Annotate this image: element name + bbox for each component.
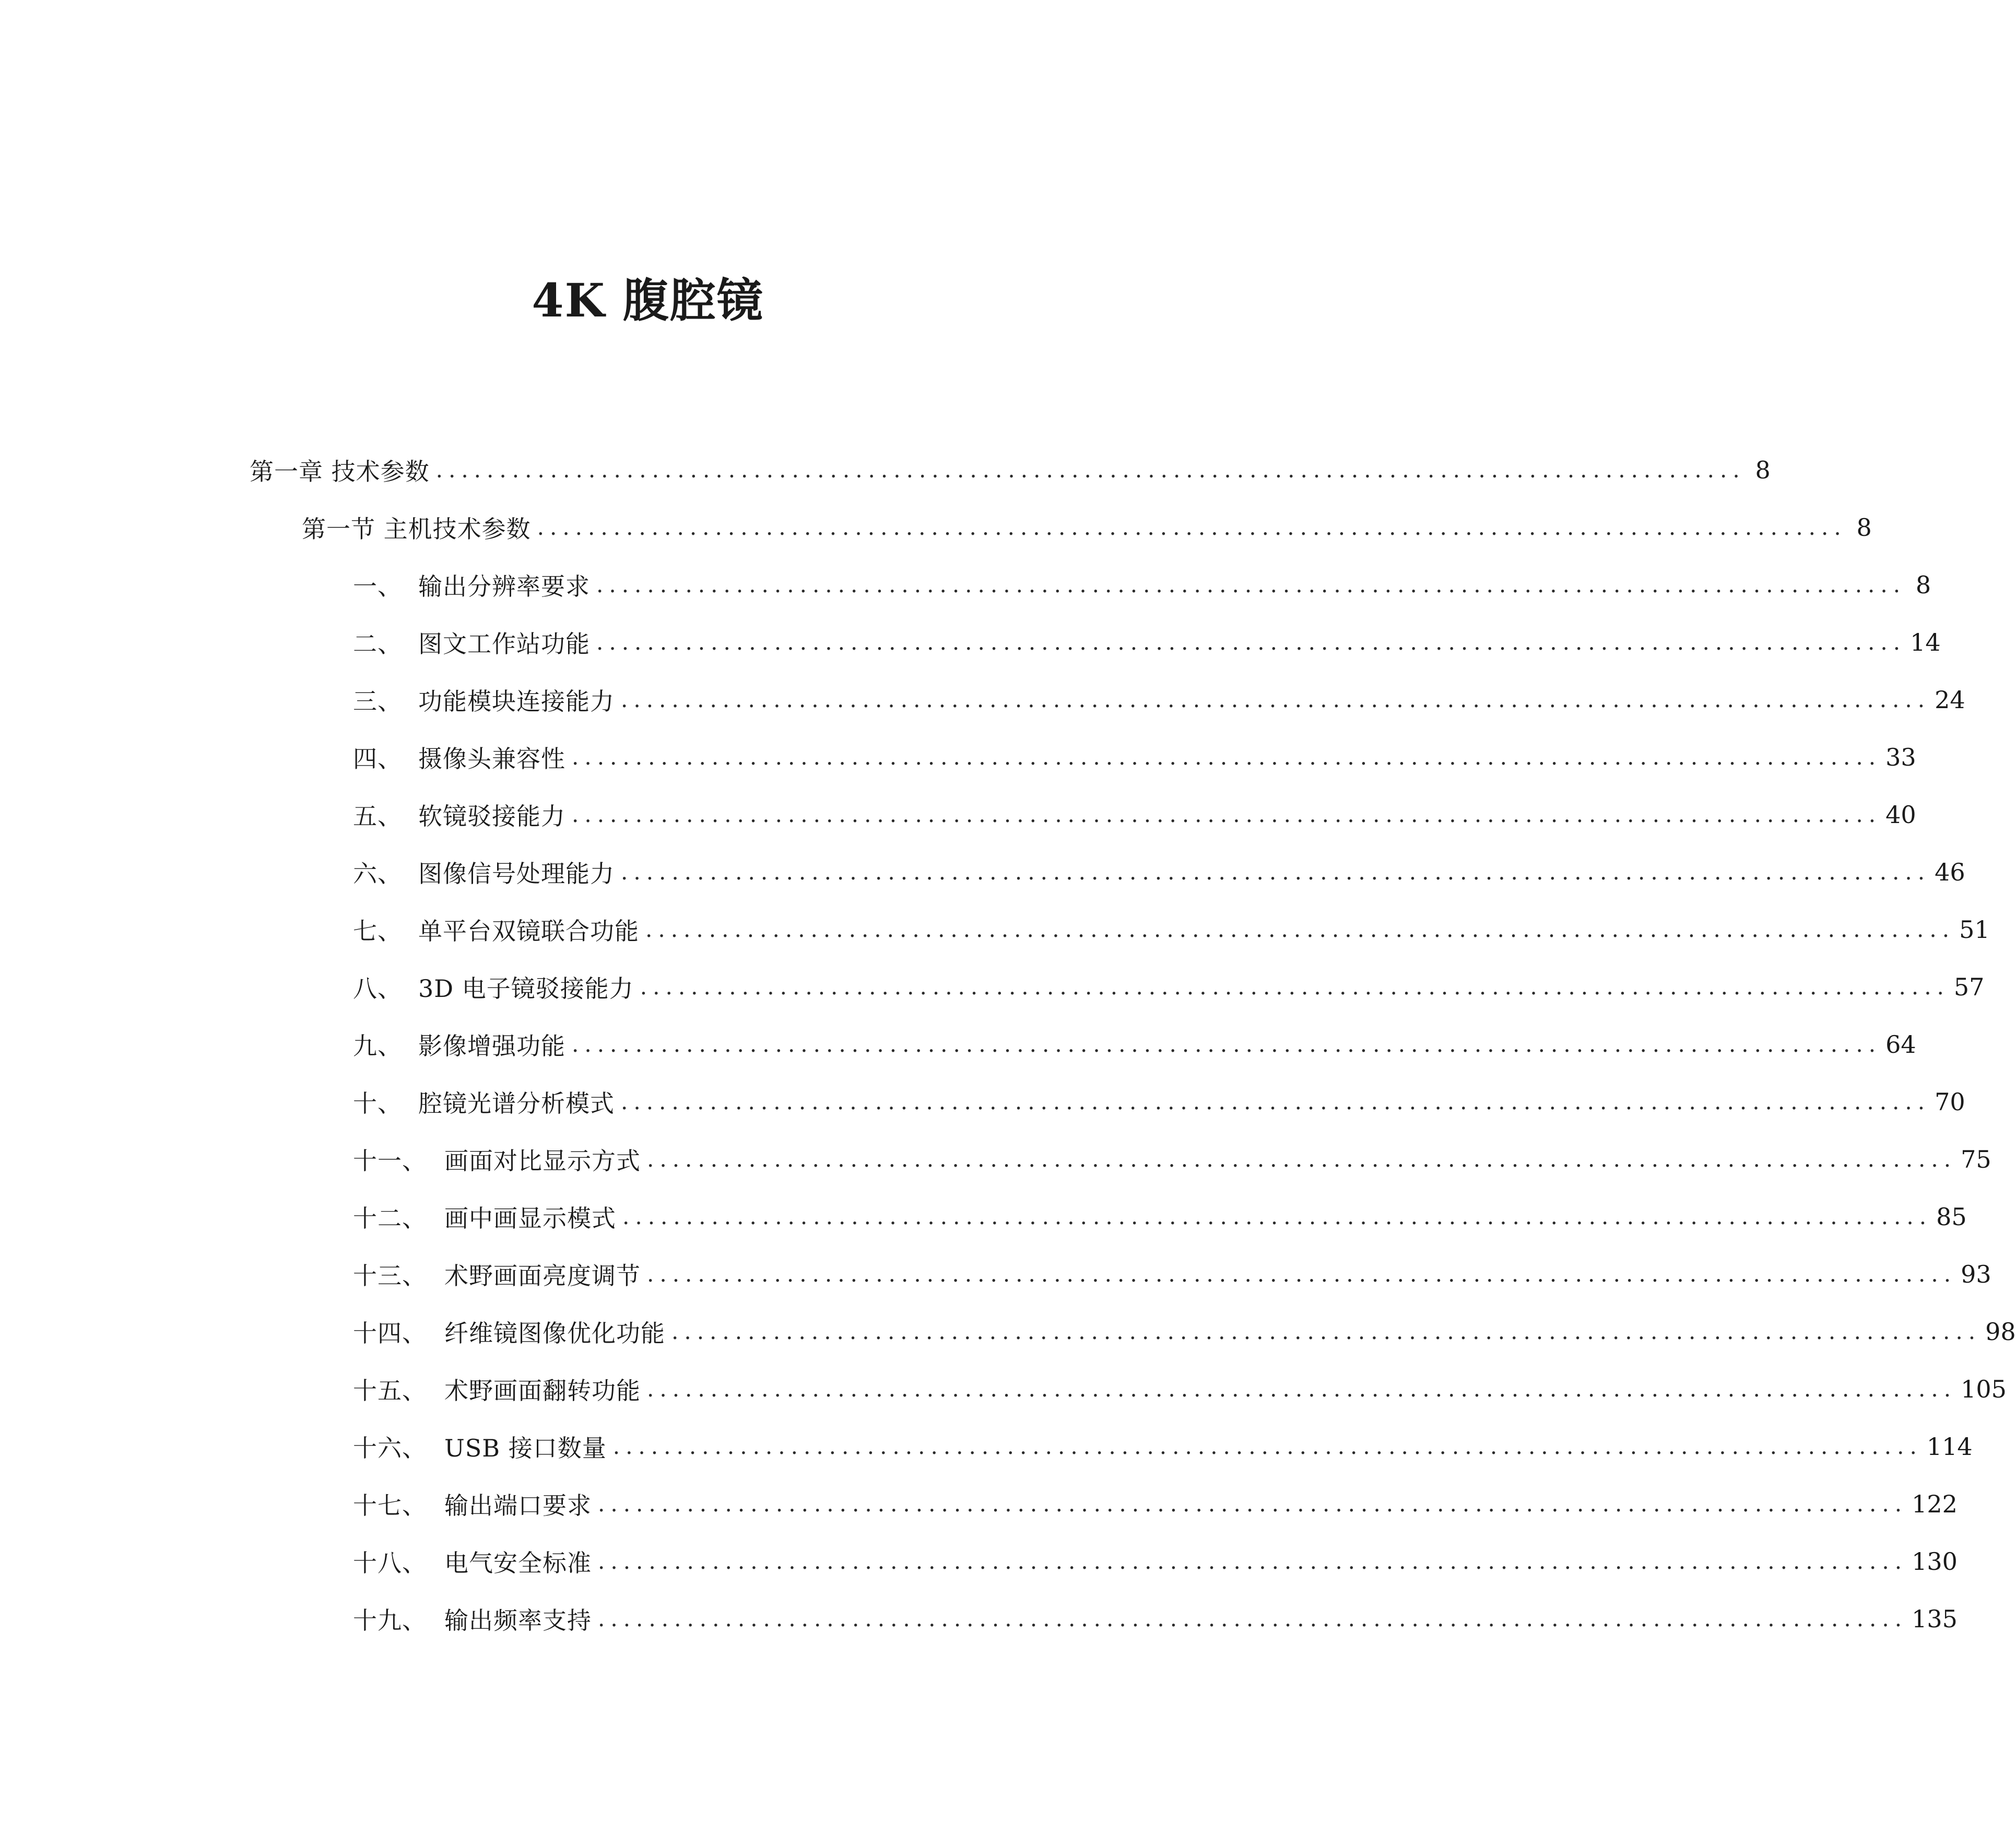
- toc-entry-page: 130: [1912, 1547, 1958, 1576]
- toc-entry-number: 十八、: [353, 1549, 427, 1577]
- toc-entry-label: [353, 912, 639, 947]
- toc-entry-title: 技术参数: [331, 457, 430, 486]
- toc-entry-number: 十五、: [353, 1377, 427, 1405]
- dot-leader: .......................................................................................................: [645, 917, 1955, 942]
- toc-entry-label: [353, 855, 615, 889]
- toc-entry-item-12[interactable]: [353, 1191, 1967, 1243]
- toc-entry-title: 输出频率支持: [444, 1606, 592, 1635]
- toc-entry-number: 十一、: [353, 1147, 427, 1175]
- toc-entry-item-13[interactable]: [353, 1248, 1991, 1300]
- toc-entry-title: 摄像头兼容性: [418, 745, 565, 773]
- toc-entry-title: 主机技术参数: [383, 515, 531, 543]
- toc-entry-page: 40: [1885, 801, 1916, 829]
- toc-entry-number: 二、: [353, 630, 402, 658]
- dot-leader: .......................................................................................................: [622, 1204, 1932, 1229]
- toc-entry-page: 85: [1936, 1203, 1967, 1231]
- toc-entry-number: 七、: [353, 917, 402, 945]
- toc-entry-number: 四、: [353, 745, 402, 773]
- toc-entry-label: [353, 625, 590, 660]
- toc-entry-chapter-1[interactable]: [250, 444, 1771, 496]
- toc-entry-page: 8: [1755, 456, 1771, 484]
- toc-entry-label: [353, 1027, 565, 1062]
- dot-leader: .......................................................................................................: [598, 1548, 1908, 1574]
- toc-entry-page: 8: [1856, 513, 1872, 542]
- toc-entry-title: 3D 电子镜驳接能力: [418, 974, 634, 1003]
- toc-entry-item-11[interactable]: [353, 1133, 1991, 1185]
- toc-entry-page: 51: [1959, 915, 1990, 944]
- dot-leader: .......................................................................................................: [640, 974, 1950, 1000]
- toc-entry-item-9[interactable]: [353, 1018, 1916, 1071]
- toc-entry-title: 图文工作站功能: [418, 630, 590, 658]
- toc-entry-label: [250, 453, 430, 487]
- toc-entry-page: 64: [1885, 1030, 1916, 1059]
- toc-entry-label: [353, 797, 565, 832]
- toc-entry-item-18[interactable]: [353, 1535, 1958, 1588]
- toc-entry-title: 纤维镜图像优化功能: [444, 1319, 665, 1347]
- toc-entry-label: [353, 683, 615, 717]
- toc-entry-page: 33: [1885, 743, 1916, 771]
- toc-entry-page: 75: [1961, 1145, 1991, 1173]
- toc-entry-number: 第一章: [250, 457, 323, 486]
- toc-entry-label: [353, 1142, 641, 1177]
- toc-entry-number: 十三、: [353, 1262, 427, 1290]
- toc-entry-title: 术野画面翻转功能: [444, 1377, 641, 1405]
- toc-entry-label: [353, 568, 590, 602]
- dot-leader: .......................................................................................................: [537, 514, 1847, 540]
- toc-entry-title: 输出端口要求: [444, 1492, 592, 1520]
- toc-entry-title: 输出分辨率要求: [418, 572, 590, 601]
- toc-entry-page: 46: [1935, 858, 1965, 886]
- toc-entry-page: 93: [1961, 1260, 1991, 1288]
- toc-entry-number: 八、: [353, 974, 402, 1003]
- toc-entry-label: [353, 1487, 592, 1521]
- toc-entry-page: 105: [1961, 1375, 2007, 1403]
- toc-entry-number: 十、: [353, 1089, 402, 1118]
- toc-entry-title: 影像增强功能: [418, 1032, 565, 1060]
- toc-entry-number: 三、: [353, 687, 402, 715]
- dot-leader: .......................................................................................................: [647, 1261, 1957, 1287]
- toc-entry-title: 图像信号处理能力: [418, 860, 615, 888]
- toc-entry-title: 功能模块连接能力: [418, 687, 615, 715]
- dot-leader: .......................................................................................................: [572, 802, 1882, 827]
- toc-entry-item-4[interactable]: [353, 731, 1916, 783]
- toc-entry-title: 腔镜光谱分析模式: [418, 1089, 615, 1118]
- toc-entry-title: 电气安全标准: [444, 1549, 592, 1577]
- toc-entry-item-5[interactable]: [353, 789, 1916, 841]
- toc-entry-item-1[interactable]: [353, 559, 1931, 611]
- toc-entry-number: 十九、: [353, 1606, 427, 1635]
- toc-entry-page: 24: [1935, 686, 1965, 714]
- toc-entry-item-17[interactable]: [353, 1478, 1958, 1530]
- dot-leader: .......................................................................................................: [572, 1031, 1882, 1057]
- toc-entry-title: USB 接口数量: [444, 1434, 607, 1462]
- toc-entry-number: 一、: [353, 572, 402, 601]
- toc-entry-title: 单平台双镜联合功能: [418, 917, 639, 945]
- toc-entry-title: 软镜驳接能力: [418, 802, 565, 830]
- toc-entry-label: [353, 970, 634, 1004]
- toc-entry-page: 135: [1912, 1605, 1958, 1633]
- toc-entry-number: 十六、: [353, 1434, 427, 1462]
- toc-entry-number: 第一节: [302, 515, 375, 543]
- toc-entry-item-8[interactable]: [353, 961, 1985, 1013]
- dot-leader: .......................................................................................................: [612, 1434, 1923, 1459]
- toc-entry-label: [353, 1372, 641, 1406]
- toc-entry-item-10[interactable]: [353, 1076, 1965, 1128]
- toc-entry-label: [353, 1314, 665, 1349]
- dot-leader: .......................................................................................................: [621, 859, 1931, 885]
- toc-entry-item-3[interactable]: [353, 674, 1965, 726]
- toc-entry-item-19[interactable]: [353, 1593, 1958, 1645]
- toc-entry-title: 画面对比显示方式: [444, 1147, 641, 1175]
- toc-entry-page: 122: [1912, 1490, 1958, 1518]
- toc-entry-title: 术野画面亮度调节: [444, 1262, 641, 1290]
- toc-entry-page: 70: [1935, 1088, 1965, 1116]
- toc-entry-number: 六、: [353, 860, 402, 888]
- toc-entry-item-6[interactable]: [353, 846, 1965, 898]
- toc-entry-number: 五、: [353, 802, 402, 830]
- toc-entry-label: [302, 510, 531, 545]
- toc-entry-number: 十二、: [353, 1204, 427, 1232]
- document-title: 4K 腹腔镜: [532, 273, 764, 327]
- toc-entry-item-16[interactable]: [353, 1420, 1973, 1473]
- toc-entry-item-2[interactable]: [353, 616, 1941, 668]
- toc-entry-label: [353, 1429, 607, 1464]
- toc-entry-item-15[interactable]: [353, 1363, 2007, 1415]
- dot-leader: .......................................................................................................: [596, 572, 1906, 597]
- toc-entry-number: 九、: [353, 1032, 402, 1060]
- toc-entry-page: 14: [1910, 628, 1941, 656]
- dot-leader: .......................................................................................................: [671, 1319, 1982, 1344]
- toc-entry-page: 114: [1926, 1432, 1973, 1461]
- toc-entry-page: 57: [1953, 973, 1985, 1001]
- toc-entry-page: 8: [1915, 571, 1931, 599]
- toc-entry-label: [353, 1602, 592, 1636]
- toc-entry-title: 画中画显示模式: [444, 1204, 616, 1232]
- dot-leader: .......................................................................................................: [435, 457, 1746, 483]
- dot-leader: .......................................................................................................: [598, 1606, 1908, 1631]
- toc-entry-label: [353, 740, 565, 774]
- dot-leader: .......................................................................................................: [572, 744, 1882, 770]
- dot-leader: .......................................................................................................: [596, 629, 1906, 655]
- dot-leader: .......................................................................................................: [647, 1146, 1957, 1172]
- toc-entry-page: 98: [1985, 1318, 2016, 1346]
- toc-entry-number: 十七、: [353, 1492, 427, 1520]
- dot-leader: .......................................................................................................: [647, 1376, 1957, 1402]
- toc-entry-section-1[interactable]: [302, 501, 1872, 554]
- toc-entry-label: [353, 1085, 615, 1119]
- toc-entry-label: [353, 1200, 616, 1234]
- toc-entry-item-7[interactable]: [353, 903, 1990, 956]
- dot-leader: .......................................................................................................: [621, 1089, 1931, 1114]
- toc-entry-item-14[interactable]: [353, 1306, 2016, 1358]
- dot-leader: .......................................................................................................: [598, 1491, 1908, 1517]
- toc-entry-number: 十四、: [353, 1319, 427, 1347]
- toc-entry-label: [353, 1544, 592, 1579]
- dot-leader: .......................................................................................................: [621, 687, 1931, 712]
- toc-entry-label: [353, 1257, 641, 1291]
